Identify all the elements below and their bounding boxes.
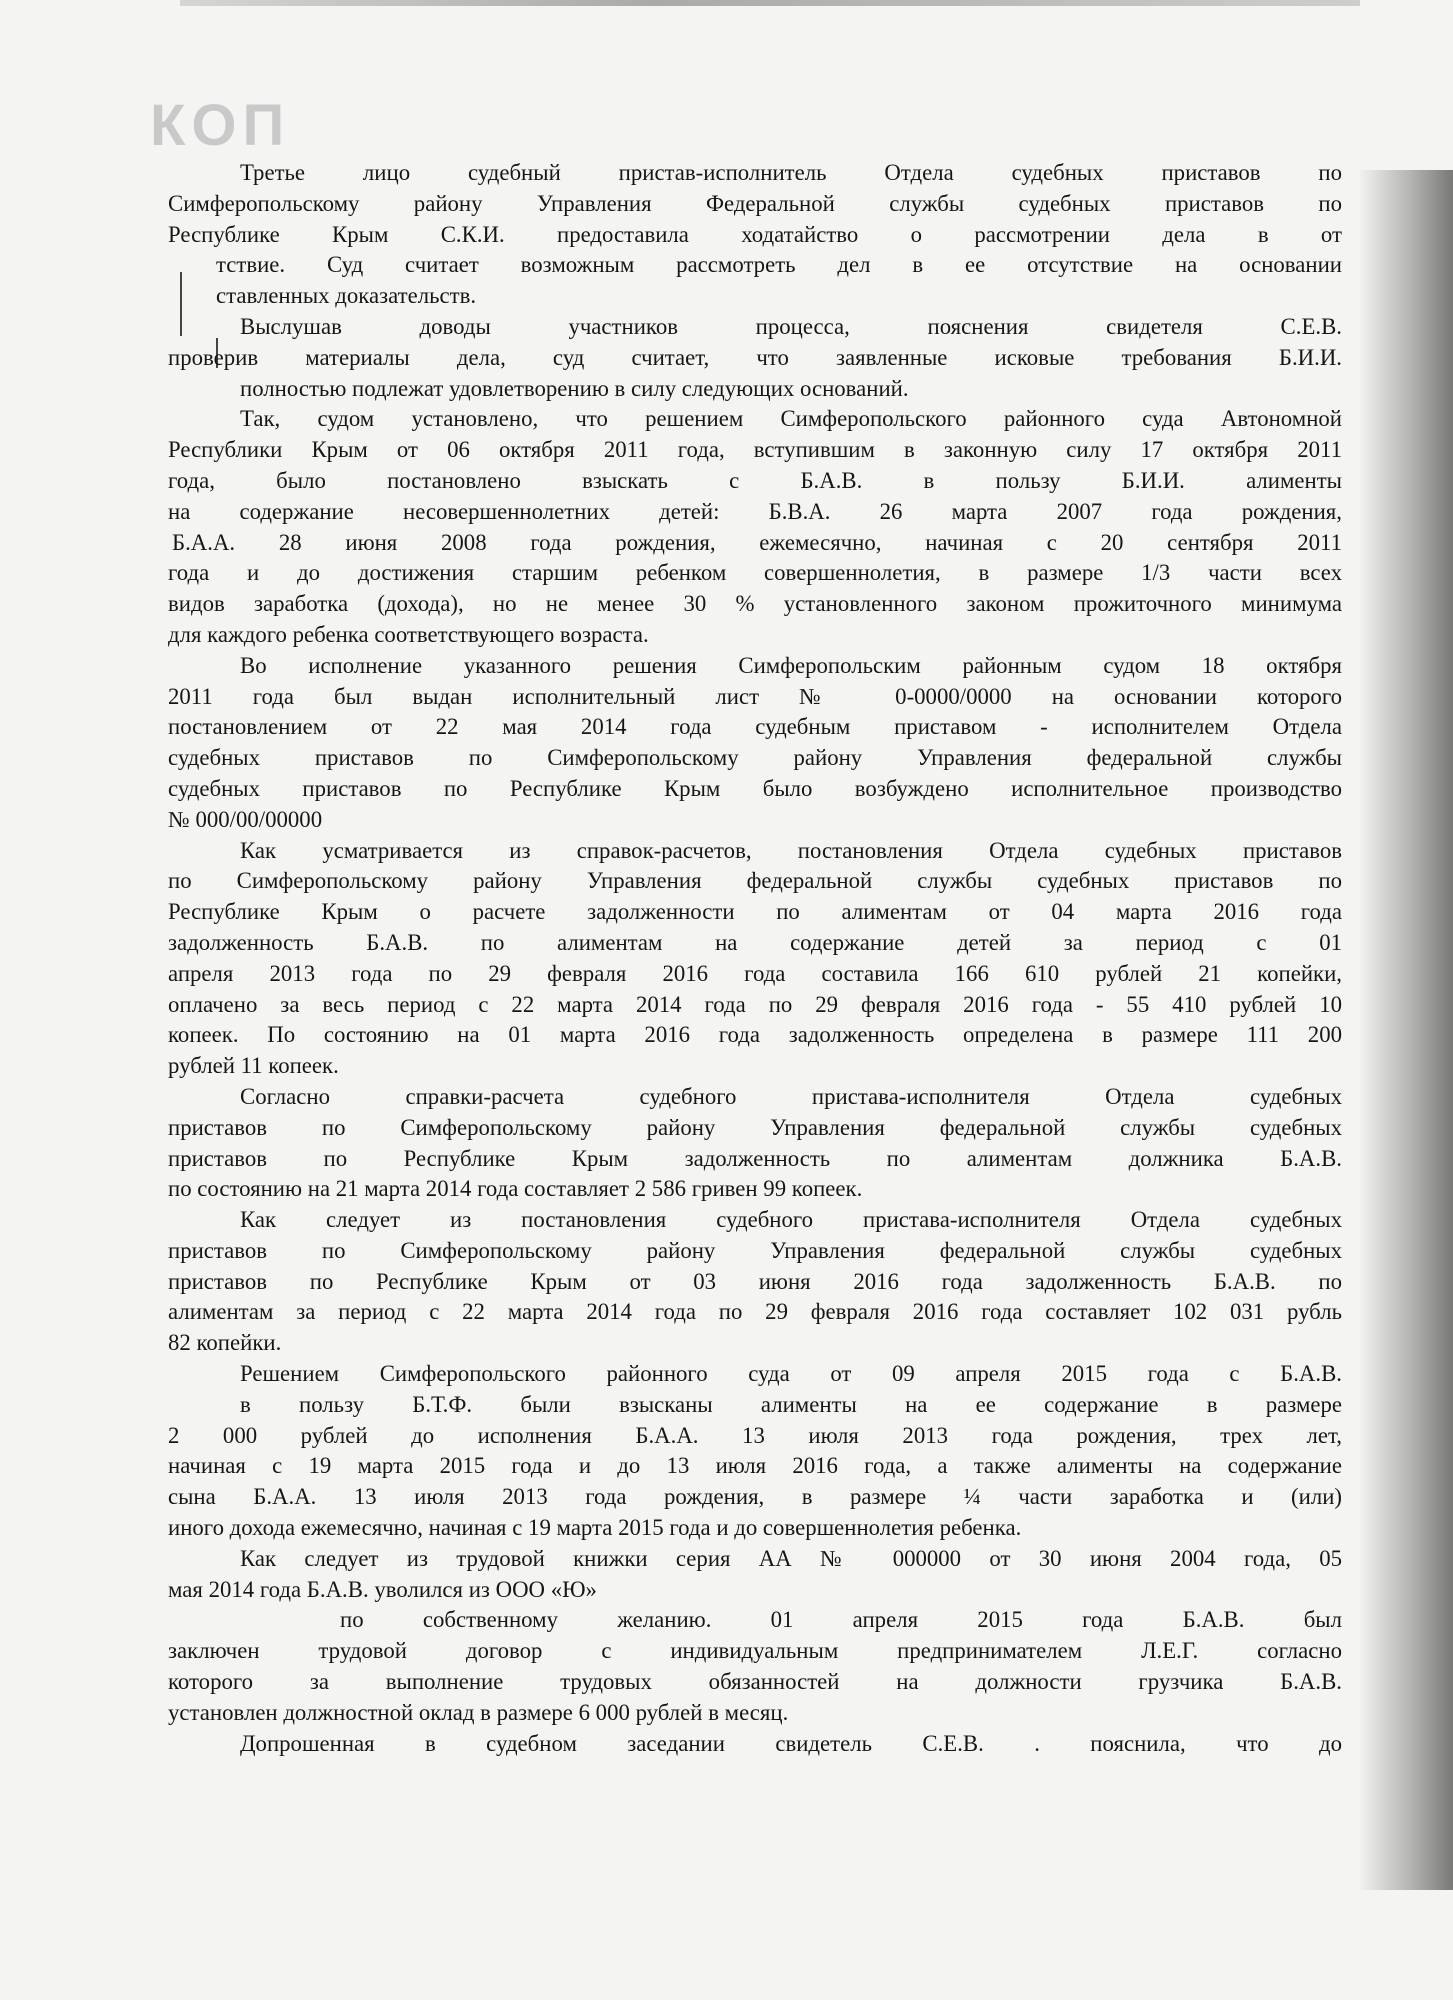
text-line: года, было постановлено взыскать с Б.А.В. в пользу Б.И.И. алименты [168,467,1342,493]
text-line: № 000/00/00000 [168,806,323,832]
scan-top-edge [180,0,1360,6]
text-line: Симферопольскому району Управления Федеральной службы судебных приставов по [168,190,1342,216]
text-line: по собственному желанию. 01 апреля 2015 года Б.А.В. был [340,1607,1342,1633]
text-line: иного дохода ежемесячно, начиная с 19 марта 2015 года и до совершеннолетия ребенка. [168,1515,1022,1541]
text-line: апреля 2013 года по 29 февраля 2016 года составила 166 610 рублей 21 копейки, [168,960,1342,986]
text-line: в пользу Б.Т.Ф. были взысканы алименты на ее содержание в размере [240,1391,1342,1417]
text-line: года и до достижения старшим ребенком совершеннолетия, в размере 1/3 части всех [168,560,1342,586]
text-line: видов заработка (дохода), но не менее 30 % установленного законом прожиточного минимума [168,591,1342,617]
text-line: приставов по Симферопольскому району Управления федеральной службы судебных [168,1237,1342,1263]
text-line: установлен должностной оклад в размере 6 000 рублей в месяц. [168,1699,789,1725]
text-line: Выслушав доводы участников процесса, пояснения свидетеля С.Е.В. [240,313,1342,339]
text-line: Во исполнение указанного решения Симферопольским районным судом 18 октября [240,652,1342,678]
text-line: Решением Симферопольского районного суда от 09 апреля 2015 года с Б.А.В. [240,1361,1342,1387]
text-line: Допрошенная в судебном заседании свидетель С.Е.В. . пояснила, что до [240,1730,1342,1756]
text-line: для каждого ребенка соответствующего возраста. [168,621,649,647]
text-line: оплачено за весь период с 22 марта 2014 года по 29 февраля 2016 года - 55 410 рублей 10 [168,991,1342,1017]
text-line: которого за выполнение трудовых обязанностей на должности грузчика Б.А.В. [168,1669,1342,1695]
text-line: 2 000 рублей до исполнения Б.А.А. 13 июля 2013 года рождения, трех лет, [168,1422,1342,1448]
text-line: заключен трудовой договор с индивидуальным предпринимателем Л.Е.Г. согласно [168,1638,1342,1664]
text-line: мая 2014 года Б.А.В. уволился из ООО «Ю» [168,1576,597,1602]
text-line: по Симферопольскому району Управления федеральной службы судебных приставов по [168,868,1342,894]
text-line: Так, судом установлено, что решением Симферопольского районного суда Автономной [240,406,1342,432]
text-line: рублей 11 копеек. [168,1053,339,1079]
text-line: Как усматривается из справок-расчетов, постановления Отдела судебных приставов [240,837,1342,863]
text-line: приставов по Республике Крым от 03 июня 2016 года задолженность Б.А.В. по [168,1268,1342,1294]
text-line: Республике Крым о расчете задолженности по алиментам от 04 марта 2016 года [168,899,1342,925]
text-line: постановлением от 22 мая 2014 года судебным приставом - исполнителем Отдела [168,714,1342,740]
text-line: Б.А.А. 28 июня 2008 года рождения, ежемесячно, начиная с 20 сентября 2011 [172,529,1342,555]
text-line: Как следует из постановления судебного пристава-исполнителя Отдела судебных [240,1207,1342,1233]
text-line: Республике Крым С.К.И. предоставила ходатайство о рассмотрении дела в от [168,221,1342,247]
document-body [168,158,1342,1759]
scan-right-shadow [1358,170,1453,1890]
copy-stamp: КОП [150,93,291,158]
text-line: на содержание несовершеннолетних детей: Б.В.А. 26 марта 2007 года рождения, [168,498,1342,524]
text-line: Третье лицо судебный пристав-исполнитель Отдела судебных приставов по [240,160,1342,185]
text-line: судебных приставов по Республике Крым было возбуждено исполнительное производство [168,775,1342,801]
text-line: Как следует из трудовой книжки серия АА № 000000 от 30 июня 2004 года, 05 [240,1545,1342,1571]
text-line: судебных приставов по Симферопольскому району Управления федеральной службы [168,745,1342,771]
text-line: задолженность Б.А.В. по алиментам на содержание детей за период с 01 [168,929,1342,955]
text-line: Согласно справки-расчета судебного пристава-исполнителя Отдела судебных [240,1083,1342,1109]
text-line: Республики Крым от 06 октября 2011 года, вступившим в законную силу 17 октября 2011 [168,437,1342,463]
text-line: сына Б.А.А. 13 июля 2013 года рождения, в размере ¼ части заработка и (или) [168,1484,1342,1510]
text-line: 82 копейки. [168,1330,282,1356]
text-line: по состоянию на 21 марта 2014 года составляет 2 586 гривен 99 копеек. [168,1176,863,1202]
text-line: приставов по Республике Крым задолженность по алиментам должника Б.А.В. [168,1145,1342,1171]
text-line: ставленных доказательств. [216,283,477,309]
text-line: полностью подлежат удовлетворению в силу следующих оснований. [240,375,909,401]
text-line: начиная с 19 марта 2015 года и до 13 июля 2016 года, а также алименты на содержание [168,1453,1342,1479]
text-line: проверив материалы дела, суд считает, что заявленные исковые требования Б.И.И. [168,344,1342,370]
text-line: алиментам за период с 22 марта 2014 года по 29 февраля 2016 года составляет 102 031 рубль [168,1299,1342,1325]
text-line: приставов по Симферопольскому району Управления федеральной службы судебных [168,1114,1342,1140]
text-line: тствие. Суд считает возможным рассмотреть дел в ее отсутствие на основании [216,252,1342,278]
text-line: 2011 года был выдан исполнительный лист № 0-0000/0000 на основании которого [168,683,1342,709]
text-line: копеек. По состоянию на 01 марта 2016 года задолженность определена в размере 111 200 [168,1022,1342,1048]
